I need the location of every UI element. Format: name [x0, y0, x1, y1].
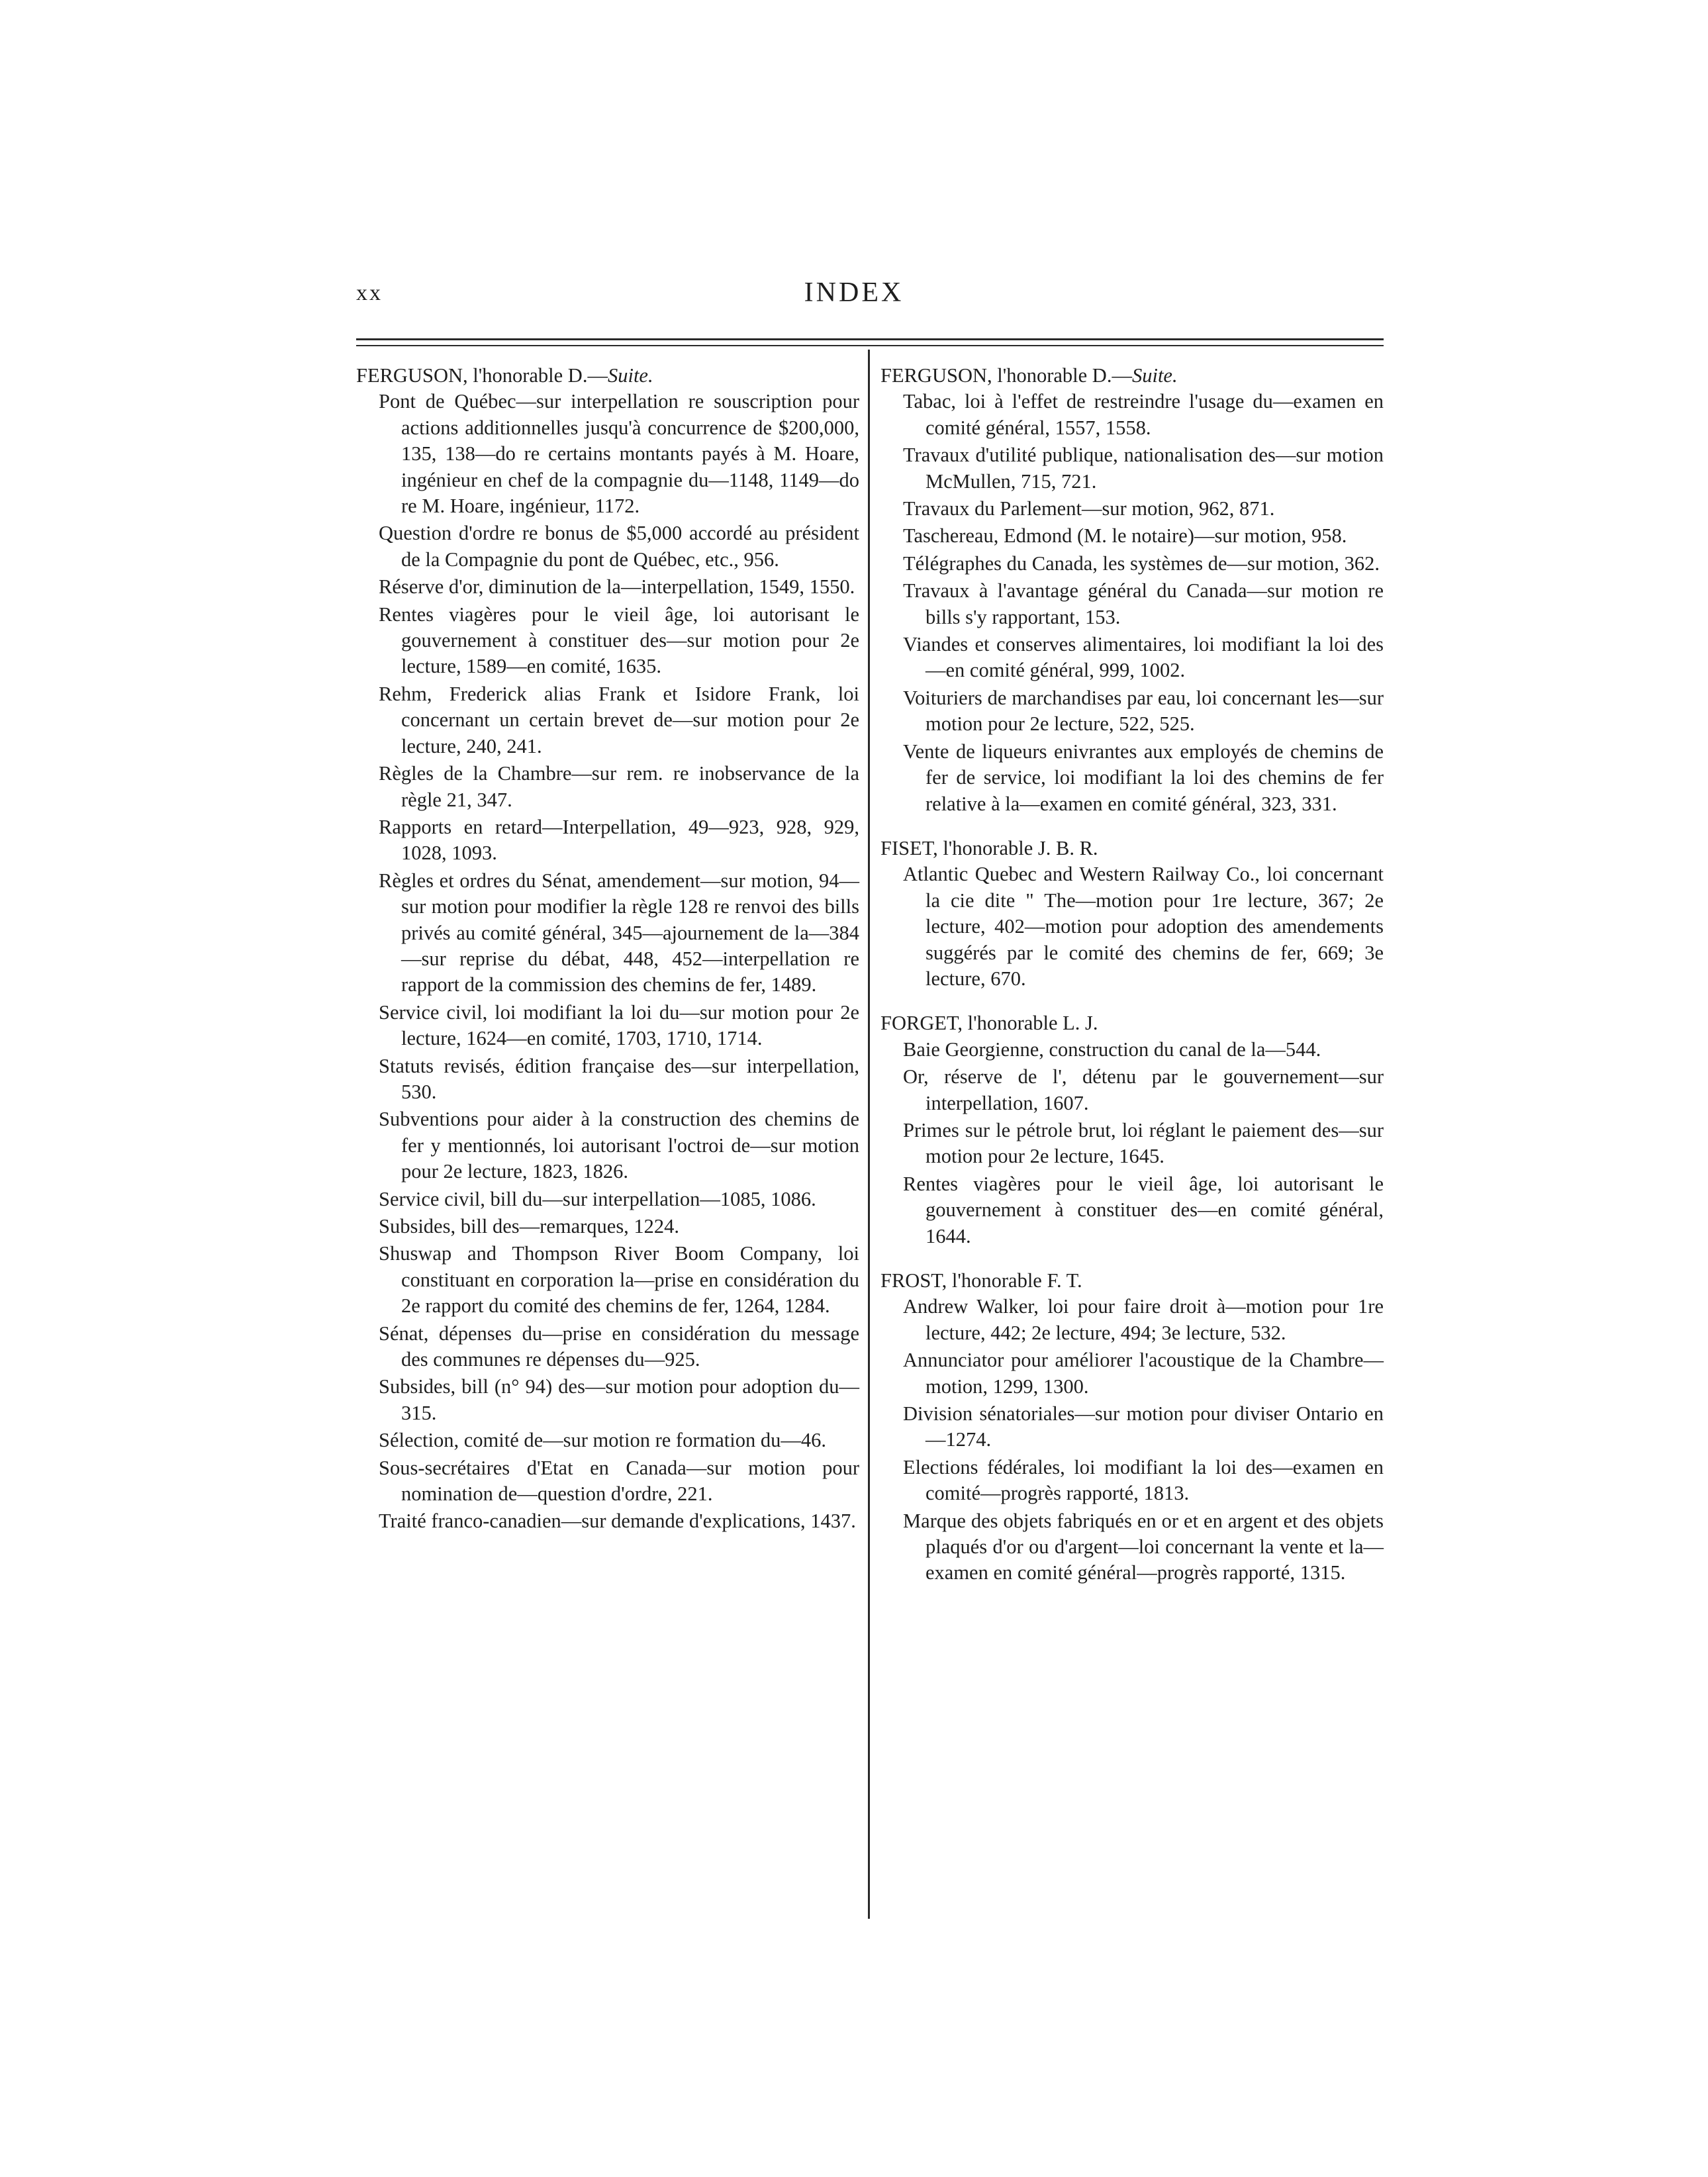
heading-name: FROST, l'honorable F. T. [880, 1269, 1082, 1292]
index-entry: Subventions pour aider à la construction des chemins de fer y mentionnés, loi autorisant l'octroi de—sur motion pour 2e lecture, 1823, 1826. [379, 1108, 859, 1183]
index-heading [880, 1010, 1384, 1036]
column-divider [868, 350, 870, 1919]
index-entry: Viandes et conserves alimentaires, loi modifiant la loi des—en comité général, 999, 1002. [903, 633, 1384, 682]
heading-name: FERGUSON, l'honorable D.— [356, 364, 608, 387]
heading-suffix: Suite. [607, 364, 653, 387]
index-entry: Travaux du Parlement—sur motion, 962, 871. [903, 497, 1275, 520]
index-entry: Subsides, bill des—remarques, 1224. [379, 1215, 680, 1237]
index-heading [880, 363, 1384, 389]
index-group [880, 1268, 1384, 1586]
page-number: xx [356, 281, 383, 305]
index-group [880, 363, 1384, 817]
index-entry: Rapports en retard—Interpellation, 49—923, 928, 929, 1028, 1093. [379, 815, 859, 865]
index-entry: Règles de la Chambre—sur rem. re inobservance de la règle 21, 347. [379, 762, 859, 811]
index-entry: Sénat, dépenses du—prise en considération du message des communes re dépenses du—925. [379, 1322, 859, 1371]
index-heading [880, 1268, 1384, 1294]
index-entry: Sélection, comité de—sur motion re formation du—46. [379, 1429, 826, 1452]
page-title: INDEX [804, 277, 904, 308]
index-entry: Shuswap and Thompson River Boom Company, loi constituant en corporation la—prise en considération du 2e rapport du comité des chemins de fer, 1264, 1284. [379, 1242, 859, 1318]
index-entry: Atlantic Quebec and Western Railway Co., loi concernant la cie dite " The—motion pour 1re lecture, 367; 2e lecture, 402—motion pour adoption des amendements suggérés par le comité des chemins de fer, 669; 3e lecture, 670. [903, 863, 1384, 990]
index-entry: Travaux à l'avantage général du Canada—sur motion re bills s'y rapportant, 153. [903, 579, 1384, 628]
index-entry: Or, réserve de l', détenu par le gouvernement—sur interpellation, 1607. [903, 1065, 1384, 1114]
index-entry: Règles et ordres du Sénat, amendement—sur motion, 94—sur motion pour modifier la règle 128 re renvoi des bills privés au comité général, 345—ajournement de la—384—sur reprise du débat, 448, 452—interpellation re rapport de la commission des chemins de fer, 1489. [379, 869, 859, 996]
index-entries [356, 389, 859, 1534]
header-rule [356, 338, 1384, 340]
index-entry: Travaux d'utilité publique, nationalisation des—sur motion McMullen, 715, 721. [903, 444, 1384, 493]
index-entry: Rehm, Frederick alias Frank et Isidore Frank, loi concernant un certain brevet de—sur motion pour 2e lecture, 240, 241. [379, 682, 859, 757]
index-entry: Tabac, loi à l'effet de restreindre l'usage du—examen en comité général, 1557, 1558. [903, 390, 1384, 439]
header-rule-thin [356, 345, 1384, 346]
index-entry: Question d'ordre re bonus de $5,000 accordé au président de la Compagnie du pont de Québec, etc., 956. [379, 522, 859, 571]
index-entry: Statuts revisés, édition française des—sur interpellation, 530. [379, 1054, 859, 1103]
index-entry: Sous-secrétaires d'Etat en Canada—sur motion pour nomination de—question d'ordre, 221. [379, 1456, 859, 1506]
index-entry: Andrew Walker, loi pour faire droit à—motion pour 1re lecture, 442; 2e lecture, 494; 3e lecture, 532. [903, 1295, 1384, 1344]
index-heading [880, 836, 1384, 861]
index-group [356, 363, 859, 1535]
index-entry: Service civil, bill du—sur interpellation—1085, 1086. [379, 1187, 816, 1210]
heading-name: FISET, l'honorable J. B. R. [880, 836, 1098, 859]
index-entry: Pont de Québec—sur interpellation re souscription pour actions additionnelles jusqu'à concurrence de $200,000, 135, 138—do re certains montants payés à M. Hoare, ingénieur en chef de la compagnie du—1148, 1149—do re M. Hoare, ingénieur, 1172. [379, 390, 859, 518]
index-entry: Traité franco-canadien—sur demande d'explications, 1437. [379, 1510, 856, 1533]
index-entry: Rentes viagères pour le vieil âge, loi autorisant le gouvernement à constituer des—en comité général, 1644. [903, 1172, 1384, 1247]
index-group [880, 1010, 1384, 1249]
index-entry: Division sénatoriales—sur motion pour diviser Ontario en—1274. [903, 1402, 1384, 1451]
index-entry: Télégraphes du Canada, les systèmes de—sur motion, 362. [903, 552, 1380, 575]
index-heading [356, 363, 859, 389]
index-entry: Baie Georgienne, construction du canal de la—544. [903, 1038, 1321, 1061]
index-entry: Taschereau, Edmond (M. le notaire)—sur motion, 958. [903, 524, 1347, 548]
heading-name: FERGUSON, l'honorable D.— [880, 364, 1132, 387]
index-entry: Subsides, bill (n° 94) des—sur motion pour adoption du—315. [379, 1375, 859, 1424]
heading-name: FORGET, l'honorable L. J. [880, 1012, 1098, 1035]
heading-suffix: Suite. [1131, 364, 1178, 387]
index-column-right [880, 363, 1384, 1586]
index-group [880, 836, 1384, 992]
index-entry: Réserve d'or, diminution de la—interpellation, 1549, 1550. [379, 575, 855, 599]
index-entry: Rentes viagères pour le vieil âge, loi autorisant le gouvernement à constituer des—sur motion pour 2e lecture, 1589—en comité, 1635. [379, 603, 859, 678]
index-column-left [356, 363, 859, 1535]
index-entry: Voituriers de marchandises par eau, loi concernant les—sur motion pour 2e lecture, 522, 525. [903, 686, 1384, 736]
index-entry: Vente de liqueurs enivrantes aux employés de chemins de fer de service, loi modifiant la loi des chemins de fer relative à la—examen en comité général, 323, 331. [903, 740, 1384, 815]
index-entry: Primes sur le pétrole brut, loi réglant le paiement des—sur motion pour 2e lecture, 1645. [903, 1118, 1384, 1168]
index-entry: Service civil, loi modifiant la loi du—sur motion pour 2e lecture, 1624—en comité, 1703, 1710, 1714. [379, 1000, 859, 1050]
index-entry: Elections fédérales, loi modifiant la loi des—examen en comité—progrès rapporté, 1813. [903, 1455, 1384, 1505]
index-entry: Annunciator pour améliorer l'acoustique de la Chambre—motion, 1299, 1300. [903, 1349, 1384, 1398]
index-entry: Marque des objets fabriqués en or et en argent et des objets plaqués d'or ou d'argent—loi concernant la vente et la—examen en comité général—progrès rapporté, 1315. [903, 1509, 1384, 1584]
